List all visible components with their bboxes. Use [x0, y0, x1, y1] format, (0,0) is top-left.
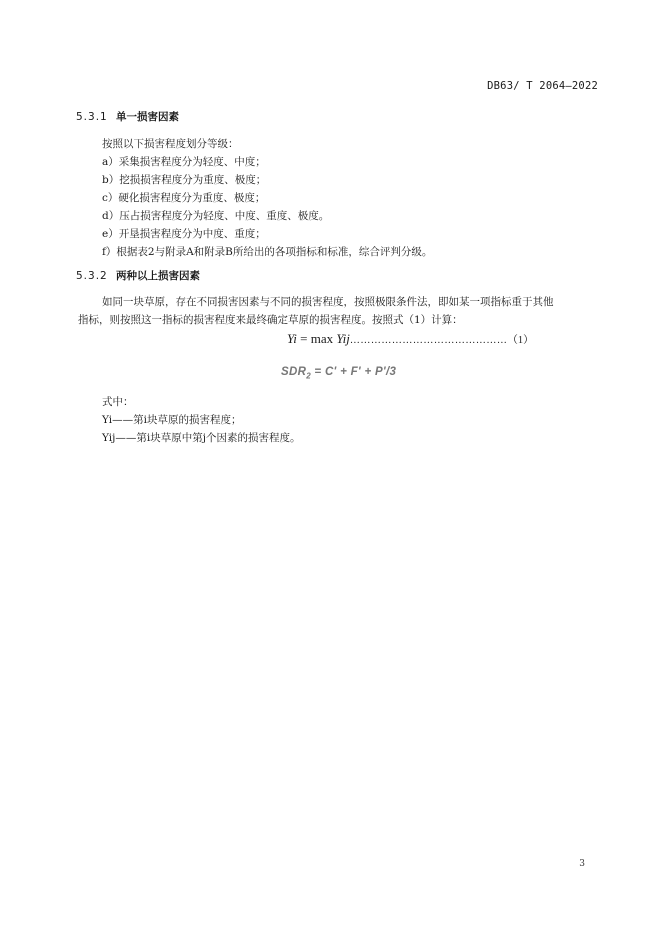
section-title: 单一损害因素	[116, 111, 179, 123]
section-heading-5-3-2	[76, 268, 200, 283]
section-title: 两种以上损害因素	[116, 270, 200, 282]
where-label: 式中：	[102, 396, 134, 408]
equation-lhs: Yi	[287, 331, 297, 346]
paragraph-line: 指标，则按照这一指标的损害程度来最终确定草原的损害程度。按照式（1）计算：	[78, 314, 463, 326]
list-item: f）根据表2与附录A和附录B所给出的各项指标和标准，综合评判分级。	[102, 246, 433, 258]
document-code: DB63/ T 2064—2022	[487, 80, 598, 92]
section-number: 5.3.1	[76, 111, 108, 123]
list-item: b）挖损损害程度分为重度、极度；	[102, 174, 267, 186]
list-item: d）压占损害程度分为轻度、中度、重度、极度。	[102, 210, 330, 222]
equation-sdr	[281, 366, 396, 380]
equation-lhs: SDR	[281, 366, 307, 378]
variable-definition: Yij——第i块草原中第j个因素的损害程度。	[102, 432, 301, 444]
list-item: a）采集损害程度分为轻度、中度；	[102, 156, 266, 168]
equation-rhs: = C' + F' + P'/3	[310, 366, 397, 378]
equation-number: （1）	[507, 335, 534, 346]
equation-operator: = max	[296, 331, 337, 346]
page-number: 3	[579, 859, 585, 869]
section-heading-5-3-1	[76, 109, 179, 124]
section-intro: 按照以下损害程度划分等级：	[102, 138, 239, 150]
list-item: e）开垦损害程度分为中度、重度；	[102, 228, 266, 240]
list-item: c）硬化损害程度分为重度、极度；	[102, 192, 266, 204]
paragraph-line: 如同一块草原，存在不同损害因素与不同的损害程度，按照极限条件法，即如某一项指标重于其他	[102, 296, 554, 308]
equation-subscript: 2	[306, 371, 311, 381]
section-number: 5.3.2	[76, 270, 108, 282]
equation-rhs: Yij	[336, 331, 350, 346]
equation-1	[287, 331, 534, 347]
variable-definition: Yi——第i块草原的损害程度；	[102, 414, 242, 426]
equation-leader-dots: ………………………………………	[349, 335, 508, 346]
